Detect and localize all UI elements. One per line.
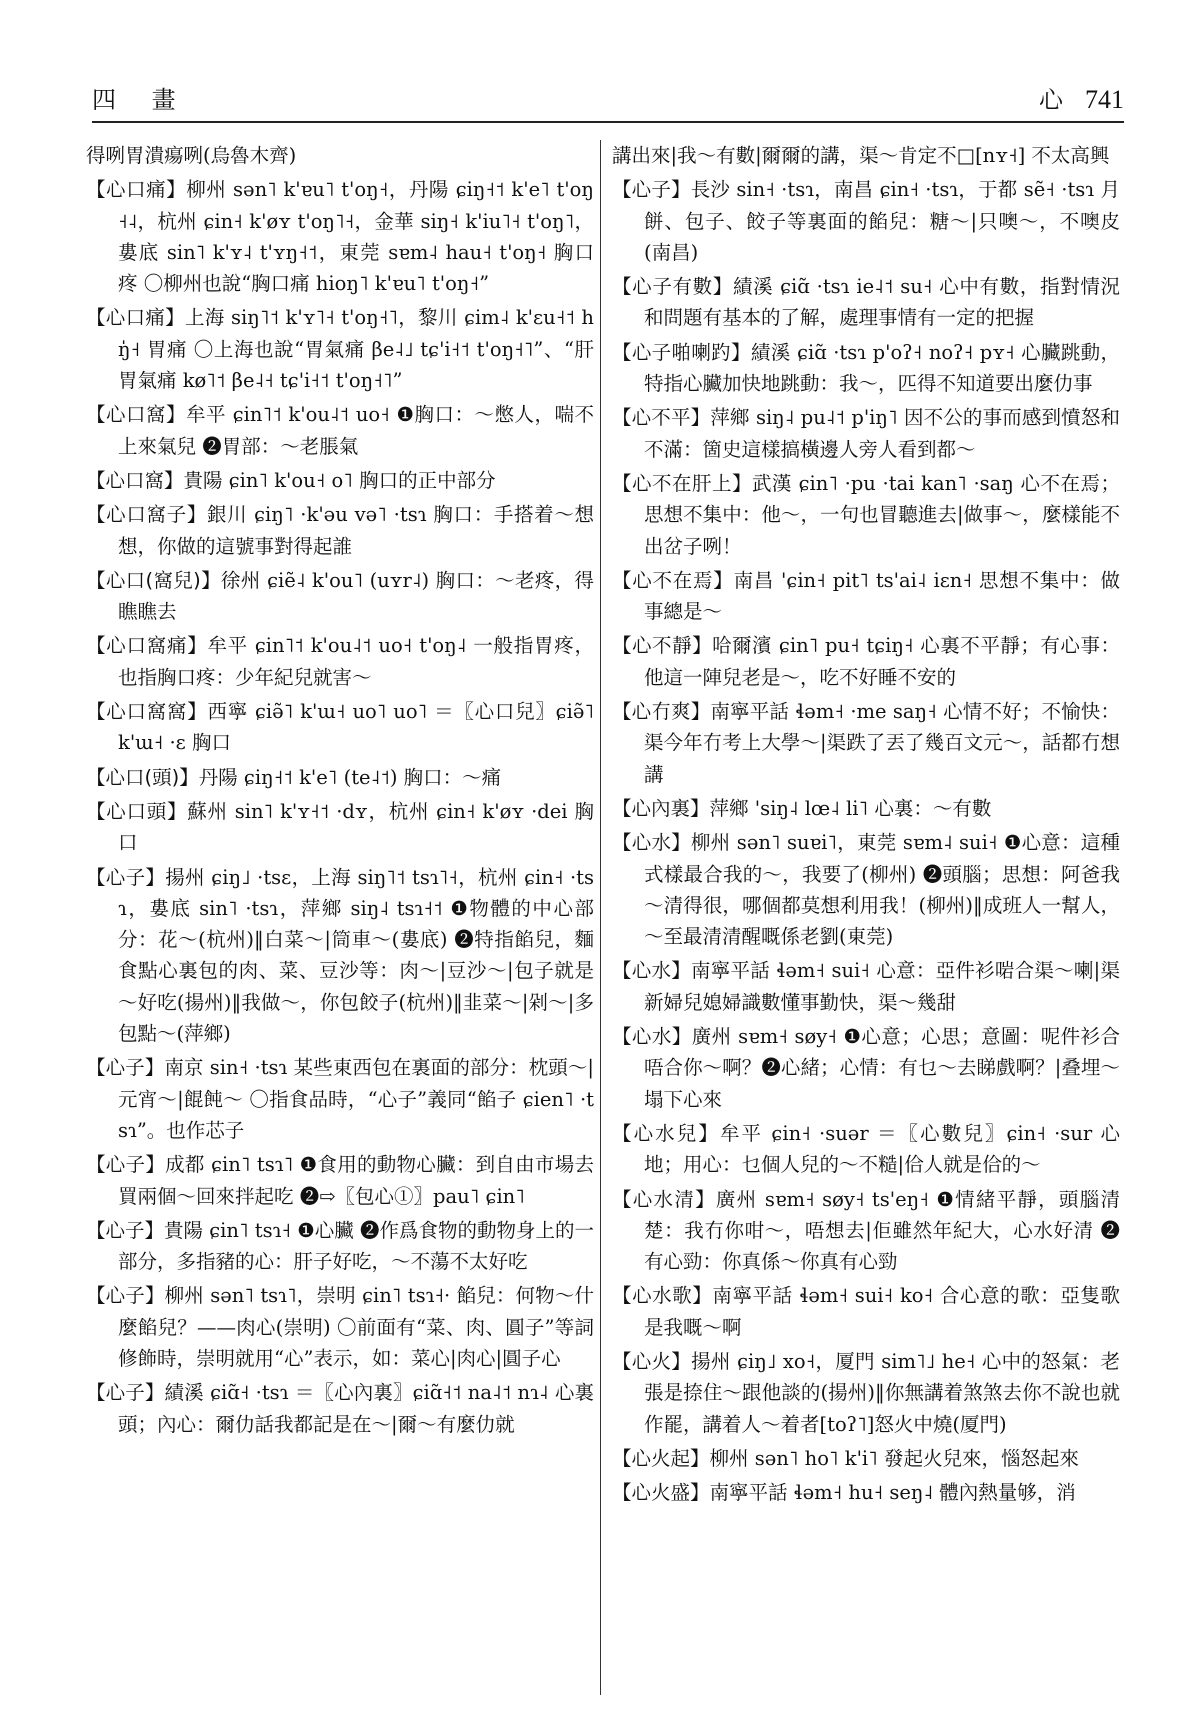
entry-headword: 【心口窩痛】	[86, 634, 208, 658]
entry-text: 柳州 sən˥ tsɿ˥，崇明 ɕin˥ tsɿ˧· 餡兒：何物～什麼餡兒？——肉心(崇明) 〇前面有“菜、肉、圓子”等詞修飾時，崇明就用“心”表示，如：菜心|肉心|圓子心	[118, 1284, 594, 1370]
dictionary-entry	[612, 793, 1120, 824]
entry-text: 銀川 ɕiŋ˥ ·k'əu və˥ ·tsɿ 胸口：手搭着～想想，你做的這號事對得起誰	[118, 503, 594, 558]
running-head	[1039, 80, 1124, 115]
entry-text: 南寧平話 ɬəm˧ ·me saŋ˧ 心情不好；不愉快：渠今年冇考上大學～|渠跌了丟了幾百文元～，話都冇想講	[644, 700, 1120, 786]
page-header	[92, 80, 1124, 124]
entry-headword: 【心子】	[86, 1284, 165, 1308]
page-number: 741	[1085, 85, 1124, 114]
dictionary-entry	[612, 174, 1120, 268]
entry-headword: 【心口頭】	[86, 799, 188, 823]
entry-headword: 【心口窩】	[86, 403, 187, 427]
entry-text: 貴陽 ɕin˥ k'ou˧ o˥ 胸口的正中部分	[183, 468, 496, 492]
entry-text: 牟平 ɕin˧ ·suər ＝〖心數兒〗ɕin˧ ·sur 心地；用心：乜個人兒的～不糙|佮人就是佮的～	[644, 1121, 1120, 1177]
entry-text: 南寧平話 ɬəm˧ sui˧ ko˧ 合心意的歌：亞隻歌是我嘅～啊	[644, 1284, 1120, 1339]
section-title: 四 畫	[92, 86, 190, 114]
entry-text: 揚州 ɕiŋ˩ xo˧，厦門 sim˥˩ he˧ 心中的怒氣：老張是捺住～跟他談的(揚州)‖你無講着煞煞去你不說也就作罷，講着人～着者[toʔ˥]怒火中燒(厦門)	[644, 1349, 1120, 1436]
entry-text: 徐州 ɕiẽ˨ k'ou˥ (uʏr˨) 胸口：～老疼，得瞧瞧去	[118, 568, 594, 624]
entry-headword: 【心不平】	[612, 406, 711, 430]
entry-text: 成都 ɕin˥ tsɿ˥ ❶食用的動物心臟：到自由市場去買兩個～回來拌起吃 ❷⇨〖包心①〗pau˥ ɕin˥	[118, 1153, 594, 1208]
entry-text: 蘇州 sin˥ k'ʏ˧˦ ·dʏ，杭州 ɕin˧ k'øʏ ·dei 胸口	[118, 799, 594, 855]
entry-text: 柳州 sən˥ ho˥ k'i˥ 發起火兒來，惱怒起來	[709, 1446, 1079, 1470]
entry-headword: 【心火】	[612, 1349, 692, 1373]
dictionary-entry	[612, 1184, 1120, 1278]
dictionary-entry	[86, 696, 594, 759]
dictionary-entry	[86, 796, 594, 859]
entry-headword: 【心子啪喇趵】	[612, 340, 751, 364]
entry-headword: 【心子】	[86, 865, 166, 889]
head-character: 心	[1039, 86, 1063, 114]
dictionary-entry	[86, 399, 594, 462]
entry-headword: 【心子有數】	[612, 275, 733, 299]
entry-headword: 【心口痛】	[86, 178, 187, 202]
entry-text: 萍鄉 'siŋ˨ lœ˨ li˥ 心裏：～有數	[709, 796, 992, 820]
dictionary-entry	[612, 271, 1120, 334]
entry-text: 南京 sin˧ ·tsɿ 某些東西包在裏面的部分：枕頭～|元宵～|餛飩～ 〇指食品時，“心子”義同“餡子 ɕien˥ ·tsɿ”。也作芯子	[118, 1056, 594, 1142]
entry-text: 績溪 ɕiɑ̃˧ ·tsɿ ＝〖心內裏〗ɕiɑ̃˧˦ na˨˦ nɿ˨ 心裏頭；內心：爾仂話我都記是在～|爾～有麼仂就	[118, 1381, 594, 1436]
entry-headword: 【心水】	[612, 959, 692, 983]
entry-headword: 【心子】	[86, 1218, 165, 1242]
entry-text: 武漢 ɕin˥ ·pu ·tai kan˥ ·saŋ 心不在焉；思想不集中：他～，一句也冒聽進去|做事～，麼樣能不出岔子咧！	[644, 471, 1120, 558]
dictionary-entry	[612, 696, 1120, 790]
dictionary-entry	[612, 1477, 1120, 1508]
entry-headword: 【心口窩子】	[86, 503, 207, 527]
entry-headword: 【心水清】	[612, 1187, 716, 1211]
entry-text: 哈爾濱 ɕin˥ pu˧ tɕiŋ˧ 心裏不平靜；有心事：他這一陣兒老是～，吃不好睡不安的	[644, 634, 1120, 689]
entry-headword: 【心內裏】	[612, 796, 710, 820]
column-divider	[600, 140, 601, 1695]
dictionary-entry	[612, 1021, 1120, 1115]
entry-text: 牟平 ɕin˥˦ k'ou˨˦ uo˧ t'oŋ˨ 一般指胃疼，也指胸口疼：少年紀兒就害～	[118, 634, 594, 689]
entry-headword: 【心冇爽】	[612, 700, 711, 724]
dictionary-entry	[86, 565, 594, 628]
entry-text: 牟平 ɕin˥˦ k'ou˨˦ uo˧ ❶胸口：～憋人，喘不上來氣兒 ❷胃部：～老脹氣	[118, 403, 594, 458]
dictionary-entry	[612, 1346, 1120, 1440]
entry-headword: 【心不在焉】	[612, 568, 734, 592]
entry-text: 績溪 ɕiɑ̃ ·tsɿ ie˨˦ su˧ 心中有數，指對情況和問題有基本的了解，處理事情有一定的把握	[644, 275, 1120, 330]
dictionary-entry	[86, 862, 594, 1050]
entry-text: 南寧平話 ɬəm˧ sui˧ 心意：亞件衫啱合渠～喇|渠新婦兒媳婦識數懂事勤快，渠～幾甜	[644, 959, 1120, 1014]
entry-text: 柳州 sən˥ k'ɐu˥ t'oŋ˧，丹陽 ɕiŋ˧˦ k'e˥ t'oŋ˧˨，杭州 ɕin˧ k'øʏ t'oŋ˥˧，金華 siŋ˧ k'iu˥˧ t'oŋ˥，婁底 sin˥ k'ʏ˨ t'ʏŋ˧˦，東莞 sɐm˨ hau˧ t'oŋ˧ 胸口疼 〇柳州也說“胸口痛 hioŋ˥ k'ɐu˥ t'oŋ˧”	[118, 178, 594, 296]
entry-text: 南寧平話 ɬəm˧ hu˧ seŋ˨ 體內熱量够，消	[709, 1481, 1076, 1505]
dictionary-entry	[612, 1443, 1120, 1474]
entry-headword: 【心不在肝上】	[612, 471, 752, 495]
entry-text: 得咧胃潰瘍咧(烏魯木齊)	[86, 144, 297, 167]
entry-text: 績溪 ɕiɑ̃ ·tsɿ p'oʔ˧ noʔ˧ pʏ˧ 心臟跳動，特指心臟加快地跳動：我～，匹得不知道要出麼仂事	[644, 340, 1120, 396]
entry-text: 柳州 sən˥ suɐi˥，東莞 sɐm˨ sui˧ ❶心意：這種式樣最合我的～，我要了(柳州) ❷頭腦；思想：阿爸我～清得很，哪個都莫想利用我！(柳州)‖成班人一幫人，～至最清清醒嘅係老劉(東莞)	[644, 831, 1120, 949]
dictionary-entry	[86, 1280, 594, 1374]
dictionary-entry	[612, 955, 1120, 1018]
dictionary-entry	[86, 630, 594, 693]
dictionary-entry	[86, 762, 594, 793]
entry-text: 講出來|我～有數|爾爾的講，渠～肯定不□[nʏ˧] 不太高興	[612, 144, 1110, 167]
dictionary-entry	[612, 1118, 1120, 1181]
entry-headword: 【心子】	[612, 178, 691, 202]
dictionary-entry	[612, 468, 1120, 562]
dictionary-entry	[86, 1215, 594, 1278]
header-rule	[92, 121, 1124, 123]
entry-text: 廣州 sɐm˧ søy˧ ts'eŋ˧ ❶情緒平靜，頭腦清楚：我冇你咁～，唔想去|佢雖然年紀大，心水好清 ❷有心勁：你真係～你真有心勁	[644, 1187, 1120, 1274]
entry-headword: 【心口窩窩】	[86, 700, 208, 724]
dictionary-entry	[86, 1052, 594, 1146]
entry-text: 揚州 ɕiŋ˩ ·tsɛ，上海 siŋ˥˦ tsɿ˥˧，杭州 ɕin˧ ·tsɿ，婁底 sin˥ ·tsɿ，萍鄉 siŋ˨ tsɿ˧˦ ❶物體的中心部分：花～(杭州)‖白菜～|筒車～(婁底) ❷特指餡兒，麵食點心裏包的肉、菜、豆沙等：肉～|豆沙～|包子就是～好吃(揚州)‖我做～，你包餃子(杭州)‖韭菜～|剁～|多包點～(萍鄉)	[118, 865, 594, 1046]
entry-text: 丹陽 ɕiŋ˧˦ k'e˥ (te˨˦) 胸口：～痛	[198, 765, 502, 789]
entry-text: 廣州 sɐm˧ søy˧ ❶心意；心思；意圖：呢件衫合唔合你～啊？❷心緒；心情：有乜～去睇戲啊？|叠埋～塌下心來	[644, 1025, 1120, 1111]
entry-headword: 【心子】	[86, 1381, 165, 1405]
entry-headword: 【心水】	[612, 831, 691, 855]
dictionary-entry	[86, 1377, 594, 1440]
dictionary-entry	[612, 1280, 1120, 1343]
entry-text: 南昌 'ɕin˧ pit˥ ts'ai˨ iɛn˧ 思想不集中：做事總是～	[644, 568, 1120, 624]
entry-headword: 【心不靜】	[612, 634, 713, 658]
entry-text: 長沙 sin˧ ·tsɿ，南昌 ɕin˧ ·tsɿ，于都 sẽ˧ ·tsɿ 月餅、包子、餃子等裏面的餡兒：糖～|只噢～，不噢皮(南昌)	[644, 178, 1120, 264]
entry-headword: 【心口痛】	[86, 306, 185, 330]
dictionary-entry	[612, 140, 1120, 171]
entry-headword: 【心口(窩兒)】	[86, 568, 221, 592]
entry-headword: 【心子】	[86, 1056, 165, 1080]
entry-headword: 【心火盛】	[612, 1481, 710, 1505]
dictionary-entry	[612, 827, 1120, 952]
entry-headword: 【心口窩】	[86, 468, 184, 492]
dictionary-entry	[86, 302, 594, 396]
entry-headword: 【心水歌】	[612, 1284, 713, 1308]
dictionary-entry	[86, 1149, 594, 1212]
entry-headword: 【心口(頭)】	[86, 765, 199, 789]
dictionary-entry	[86, 499, 594, 562]
dictionary-entry	[612, 337, 1120, 400]
dictionary-entry	[86, 174, 594, 299]
dictionary-entry	[86, 140, 594, 171]
dictionary-entry	[612, 402, 1120, 465]
entry-text: 萍鄉 siŋ˨ pu˨˦ p'iŋ˥ 因不公的事而感到憤怒和不滿：箇史這樣搞橫邊人旁人看到都～	[644, 406, 1120, 461]
entry-headword: 【心子】	[86, 1153, 166, 1177]
entry-text: 貴陽 ɕin˥ tsɿ˧ ❶心臟 ❷作爲食物的動物身上的一部分，多指豬的心：肝子好吃，～不蕩不太好吃	[118, 1218, 594, 1274]
entry-headword: 【心水】	[612, 1025, 692, 1049]
left-column	[86, 140, 594, 1700]
entry-headword: 【心火起】	[612, 1446, 710, 1470]
right-column	[612, 140, 1120, 1700]
entry-text: 上海 siŋ˥˦ k'ʏ˥˧ t'oŋ˧˥，黎川 ɕim˨ k'ɛu˧˦ hŋ̍˧ 胃痛 〇上海也說“胃氣痛 βe˨˩ tɕ'i˧˦ t'oŋ˧˥”、“肝胃氣痛 kø˥˦ βe˨˧ tɕ'i˧˦ t'oŋ˧˥”	[118, 306, 594, 393]
entry-headword: 【心水兒】	[612, 1121, 720, 1145]
dictionary-entry	[86, 465, 594, 496]
entry-text: 西寧 ɕiə̃˥ k'ɯ˧ uo˥ uo˥ ＝〖心口兒〗ɕiə̃˥ k'ɯ˧ ·ɛ 胸口	[118, 700, 594, 755]
dictionary-entry	[612, 565, 1120, 628]
dictionary-entry	[612, 630, 1120, 693]
